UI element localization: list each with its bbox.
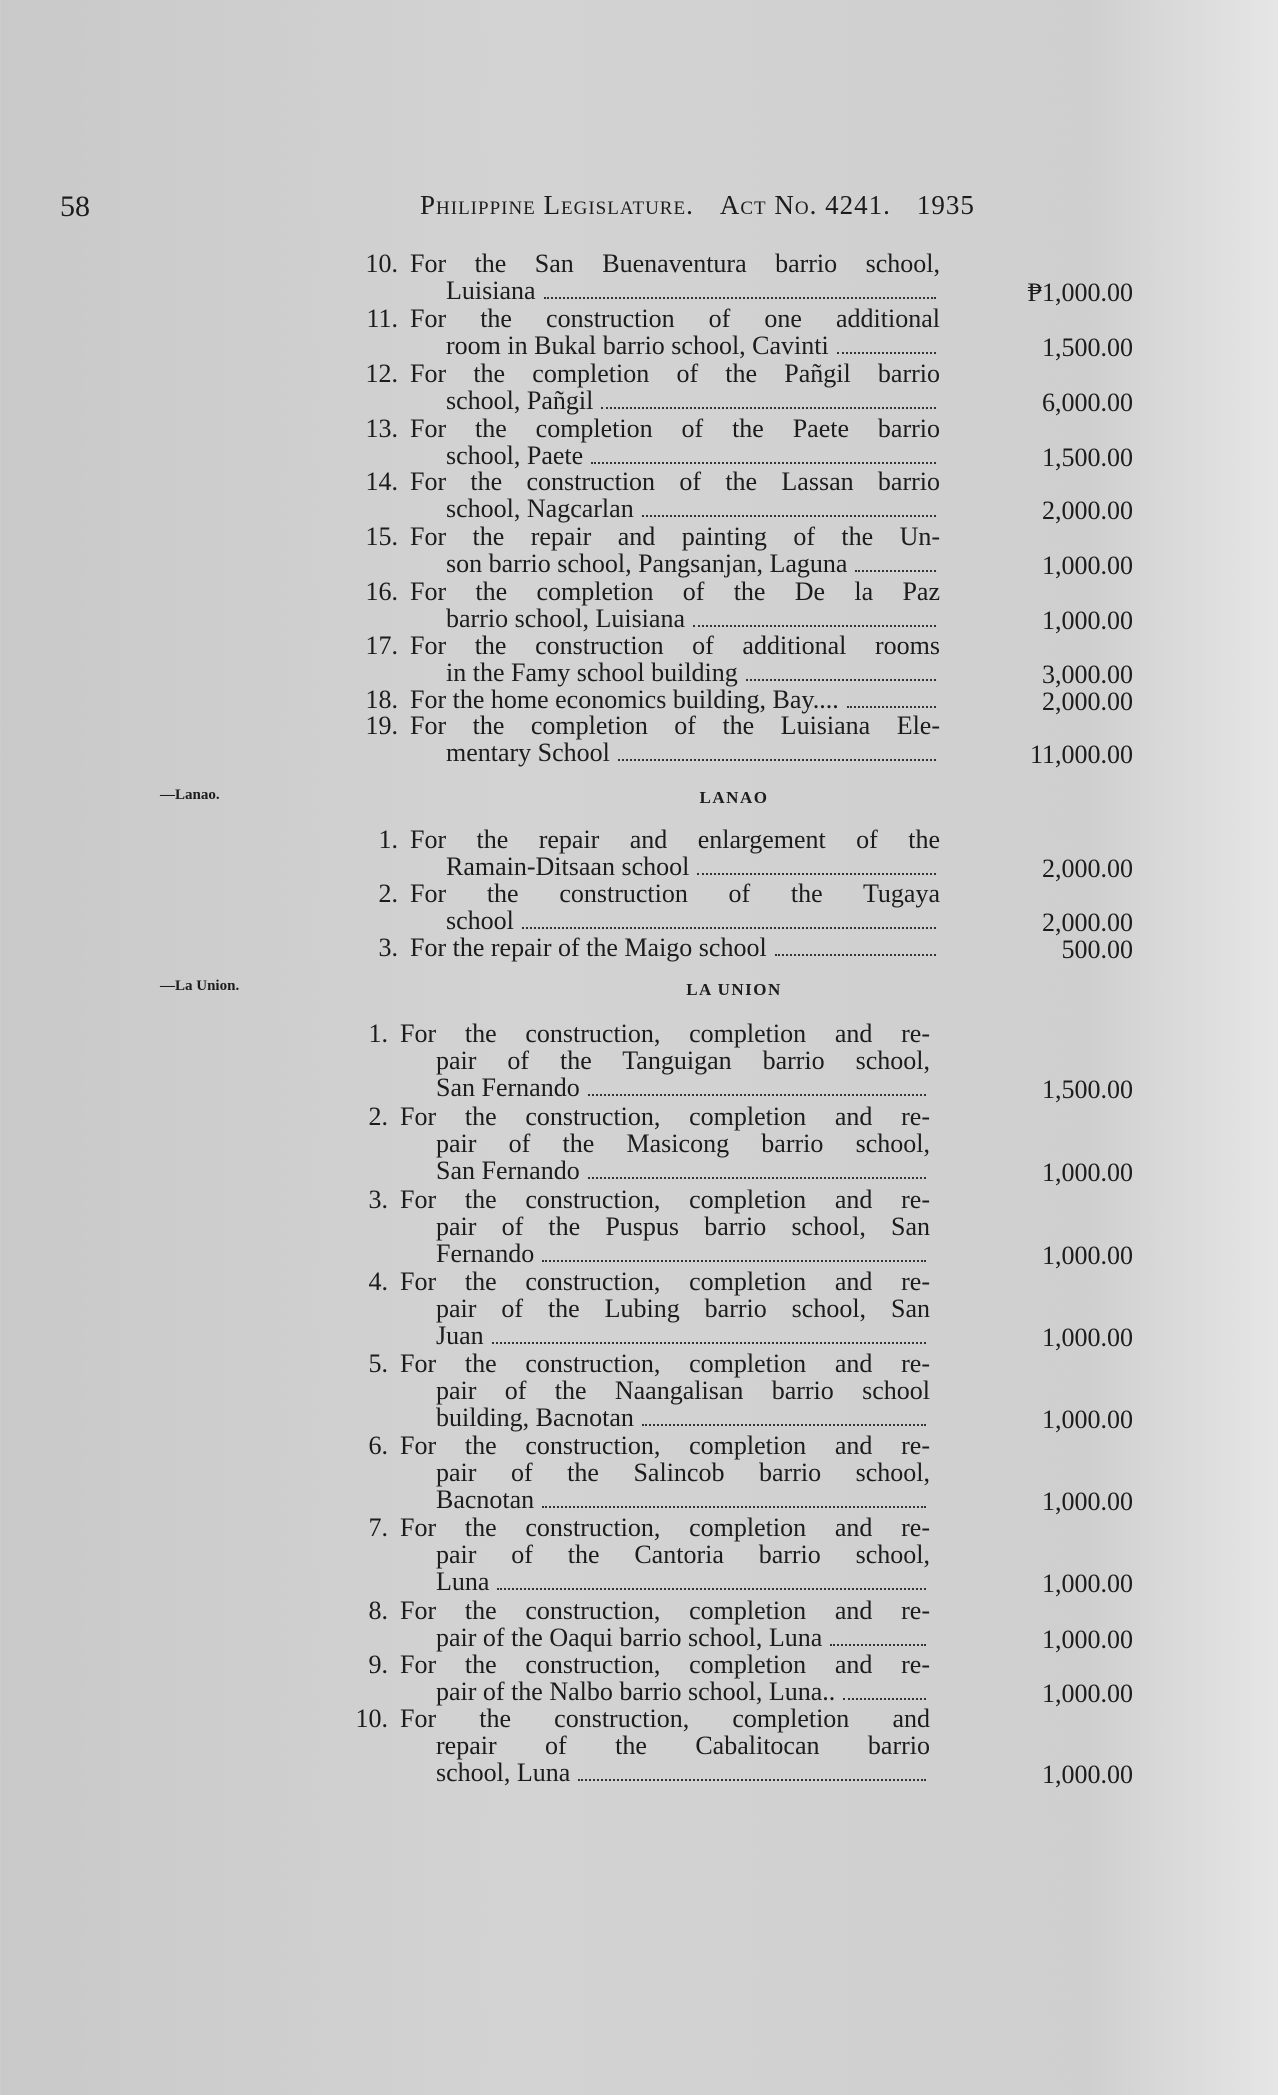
item-description bbox=[400, 1103, 930, 1185]
item-line: pair of the Masicong barrio school, bbox=[436, 1129, 930, 1158]
leader-dots bbox=[497, 1587, 926, 1590]
item-number: 19. bbox=[365, 711, 398, 740]
item-line: For the San Buenaventura barrio school, bbox=[410, 249, 940, 278]
leader-dots bbox=[837, 351, 936, 354]
item-line: son barrio school, Pangsanjan, Laguna bbox=[446, 549, 848, 578]
item-number: 2. bbox=[368, 1102, 388, 1131]
item-amount: 1,500.00 bbox=[1042, 1075, 1133, 1104]
item-line: room in Bukal barrio school, Cavinti bbox=[446, 331, 829, 360]
item-amount: 1,000.00 bbox=[1042, 1323, 1133, 1352]
item-number: 3. bbox=[378, 933, 398, 962]
item-number: 14. bbox=[365, 467, 398, 496]
item-line: For the construction, completion and re- bbox=[400, 1185, 930, 1214]
item-number: 8. bbox=[368, 1596, 388, 1625]
leader-dots bbox=[492, 1341, 926, 1344]
item-line: school bbox=[446, 906, 514, 935]
item-line: For the construction of the Tugaya bbox=[410, 879, 940, 908]
item-number: 1. bbox=[368, 1019, 388, 1048]
item-number: 1. bbox=[378, 825, 398, 854]
item-line: For the construction, completion and re- bbox=[400, 1431, 930, 1460]
leader-dots bbox=[542, 1259, 926, 1262]
item-number: 6. bbox=[368, 1431, 388, 1460]
item-line: school, Paete bbox=[446, 441, 584, 470]
item-description bbox=[400, 1651, 930, 1706]
item-number: 10. bbox=[355, 1704, 388, 1733]
leader-dots bbox=[544, 296, 936, 299]
leader-dots bbox=[591, 461, 936, 464]
item-amount: 11,000.00 bbox=[1029, 740, 1133, 769]
item-amount: 3,000.00 bbox=[1042, 660, 1133, 689]
item-line: building, Bacnotan bbox=[436, 1403, 634, 1432]
leader-dots bbox=[542, 1505, 926, 1508]
item-number: 3. bbox=[368, 1185, 388, 1214]
leader-dots bbox=[642, 1423, 926, 1426]
item-number: 12. bbox=[365, 359, 398, 388]
item-description bbox=[400, 1186, 930, 1268]
item-description bbox=[400, 1597, 930, 1652]
item-description bbox=[410, 934, 940, 962]
item-amount: ₱1,000.00 bbox=[1027, 278, 1133, 307]
item-line: pair of the Lubing barrio school, San bbox=[436, 1294, 930, 1323]
leader-dots bbox=[601, 406, 936, 409]
item-number: 9. bbox=[368, 1650, 388, 1679]
item-description bbox=[410, 686, 940, 714]
item-line: pair of the Cantoria barrio school, bbox=[436, 1540, 930, 1569]
item-line: pair of the Tanguigan barrio school, bbox=[436, 1046, 930, 1075]
item-line: For the completion of the De la Paz bbox=[410, 577, 940, 606]
item-line: barrio school, Luisiana bbox=[446, 604, 685, 633]
item-line: For the construction, completion and re- bbox=[400, 1102, 930, 1131]
item-line: For the construction of one additional bbox=[410, 304, 940, 333]
item-number: 5. bbox=[368, 1349, 388, 1378]
item-number: 13. bbox=[365, 414, 398, 443]
section-heading-la-union: LA UNION bbox=[686, 980, 782, 999]
leader-dots bbox=[642, 514, 936, 517]
side-note-la-union: —La Union. bbox=[160, 978, 240, 994]
item-amount: 1,000.00 bbox=[1042, 551, 1133, 580]
item-line: school, Pañgil bbox=[446, 386, 594, 415]
page-number: 58 bbox=[60, 190, 90, 223]
item-number: 7. bbox=[368, 1513, 388, 1542]
leader-dots bbox=[843, 1697, 926, 1700]
item-line: For the construction, completion and re- bbox=[400, 1267, 930, 1296]
item-line: school, Nagcarlan bbox=[446, 494, 634, 523]
item-amount: 6,000.00 bbox=[1042, 388, 1133, 417]
item-description bbox=[410, 632, 940, 687]
item-line: For the completion of the Luisiana Ele- bbox=[410, 711, 940, 740]
item-amount: 1,000.00 bbox=[1042, 1241, 1133, 1270]
item-number: 15. bbox=[365, 522, 398, 551]
item-description bbox=[410, 468, 940, 523]
leader-dots bbox=[578, 1778, 926, 1781]
item-line: For the construction, completion and bbox=[400, 1704, 930, 1733]
item-line: For the repair and painting of the Un- bbox=[410, 522, 940, 551]
item-line: For the repair of the Maigo school bbox=[410, 933, 767, 962]
item-number: 2. bbox=[378, 879, 398, 908]
leader-dots bbox=[697, 872, 936, 875]
item-amount: 1,500.00 bbox=[1042, 443, 1133, 472]
item-number: 17. bbox=[365, 631, 398, 660]
item-description bbox=[410, 578, 940, 633]
item-line: Fernando bbox=[436, 1239, 535, 1268]
item-line: school, Luna bbox=[436, 1758, 571, 1787]
item-description bbox=[410, 415, 940, 470]
item-line: repair of the Cabalitocan barrio bbox=[436, 1731, 930, 1760]
item-description bbox=[400, 1514, 930, 1596]
item-amount: 1,000.00 bbox=[1042, 1158, 1133, 1187]
item-amount: 1,500.00 bbox=[1042, 333, 1133, 362]
running-head bbox=[420, 190, 975, 221]
item-description bbox=[400, 1432, 930, 1514]
item-line: For the home economics building, Bay.... bbox=[410, 685, 839, 714]
section-heading-lanao: LANAO bbox=[699, 788, 769, 807]
item-line: pair of the Nalbo barrio school, Luna.. bbox=[436, 1677, 836, 1706]
leader-dots bbox=[775, 953, 936, 956]
item-line: Luisiana bbox=[446, 276, 536, 305]
item-line: For the construction, completion and re- bbox=[400, 1596, 930, 1625]
running-head-year: 1935 bbox=[916, 190, 975, 220]
item-amount: 1,000.00 bbox=[1042, 1625, 1133, 1654]
item-amount: 2,000.00 bbox=[1042, 854, 1133, 883]
item-line: Juan bbox=[436, 1321, 484, 1350]
item-amount: 1,000.00 bbox=[1042, 1569, 1133, 1598]
leader-dots bbox=[618, 758, 936, 761]
item-line: pair of the Oaqui barrio school, Luna bbox=[436, 1623, 823, 1652]
item-amount: 500.00 bbox=[1061, 935, 1133, 964]
leader-dots bbox=[847, 705, 936, 708]
item-line: Ramain-Ditsaan school bbox=[446, 852, 690, 881]
item-line: Luna bbox=[436, 1567, 490, 1596]
item-line: For the construction, completion and re- bbox=[400, 1349, 930, 1378]
item-number: 18. bbox=[365, 685, 398, 714]
item-line: San Fernando bbox=[436, 1073, 580, 1102]
side-note-lanao: —Lanao. bbox=[160, 787, 220, 803]
item-line: pair of the Naangalisan barrio school bbox=[436, 1376, 930, 1405]
item-amount: 2,000.00 bbox=[1042, 496, 1133, 525]
leader-dots bbox=[830, 1643, 926, 1646]
item-line: For the construction, completion and re- bbox=[400, 1650, 930, 1679]
item-description bbox=[410, 880, 940, 935]
running-head-title: Philippine Legislature. bbox=[420, 190, 694, 220]
item-line: pair of the Puspus barrio school, San bbox=[436, 1212, 930, 1241]
item-description bbox=[410, 360, 940, 415]
item-number: 10. bbox=[365, 249, 398, 278]
leader-dots bbox=[588, 1176, 926, 1179]
item-line: For the completion of the Paete barrio bbox=[410, 414, 940, 443]
item-description bbox=[400, 1705, 930, 1787]
item-line: in the Famy school building bbox=[446, 658, 738, 687]
item-description bbox=[410, 826, 940, 881]
item-amount: 1,000.00 bbox=[1042, 1487, 1133, 1516]
item-description bbox=[400, 1350, 930, 1432]
item-number: 11. bbox=[366, 304, 398, 333]
leader-dots bbox=[588, 1093, 926, 1096]
item-description bbox=[410, 250, 940, 305]
item-line: For the construction, completion and re- bbox=[400, 1019, 930, 1048]
item-description bbox=[410, 712, 940, 767]
item-description bbox=[400, 1268, 930, 1350]
item-line: Bacnotan bbox=[436, 1485, 535, 1514]
item-description bbox=[410, 305, 940, 360]
item-description bbox=[400, 1020, 930, 1102]
item-line: For the construction of the Lassan barrio bbox=[410, 467, 940, 496]
item-line: For the completion of the Pañgil barrio bbox=[410, 359, 940, 388]
item-line: mentary School bbox=[446, 738, 610, 767]
item-amount: 1,000.00 bbox=[1042, 1679, 1133, 1708]
leader-dots bbox=[746, 678, 936, 681]
item-amount: 1,000.00 bbox=[1042, 606, 1133, 635]
item-amount: 1,000.00 bbox=[1042, 1760, 1133, 1789]
item-number: 4. bbox=[368, 1267, 388, 1296]
item-number: 16. bbox=[365, 577, 398, 606]
leader-dots bbox=[522, 926, 936, 929]
item-line: For the repair and enlargement of the bbox=[410, 825, 940, 854]
item-amount: 1,000.00 bbox=[1042, 1405, 1133, 1434]
item-line: For the construction of additional rooms bbox=[410, 631, 940, 660]
running-head-act: Act No. 4241. bbox=[719, 190, 891, 220]
item-line: San Fernando bbox=[436, 1156, 580, 1185]
item-amount: 2,000.00 bbox=[1042, 687, 1133, 716]
leader-dots bbox=[855, 569, 936, 572]
item-line: For the construction, completion and re- bbox=[400, 1513, 930, 1542]
item-line: pair of the Salincob barrio school, bbox=[436, 1458, 930, 1487]
leader-dots bbox=[693, 624, 936, 627]
item-amount: 2,000.00 bbox=[1042, 908, 1133, 937]
item-description bbox=[410, 523, 940, 578]
